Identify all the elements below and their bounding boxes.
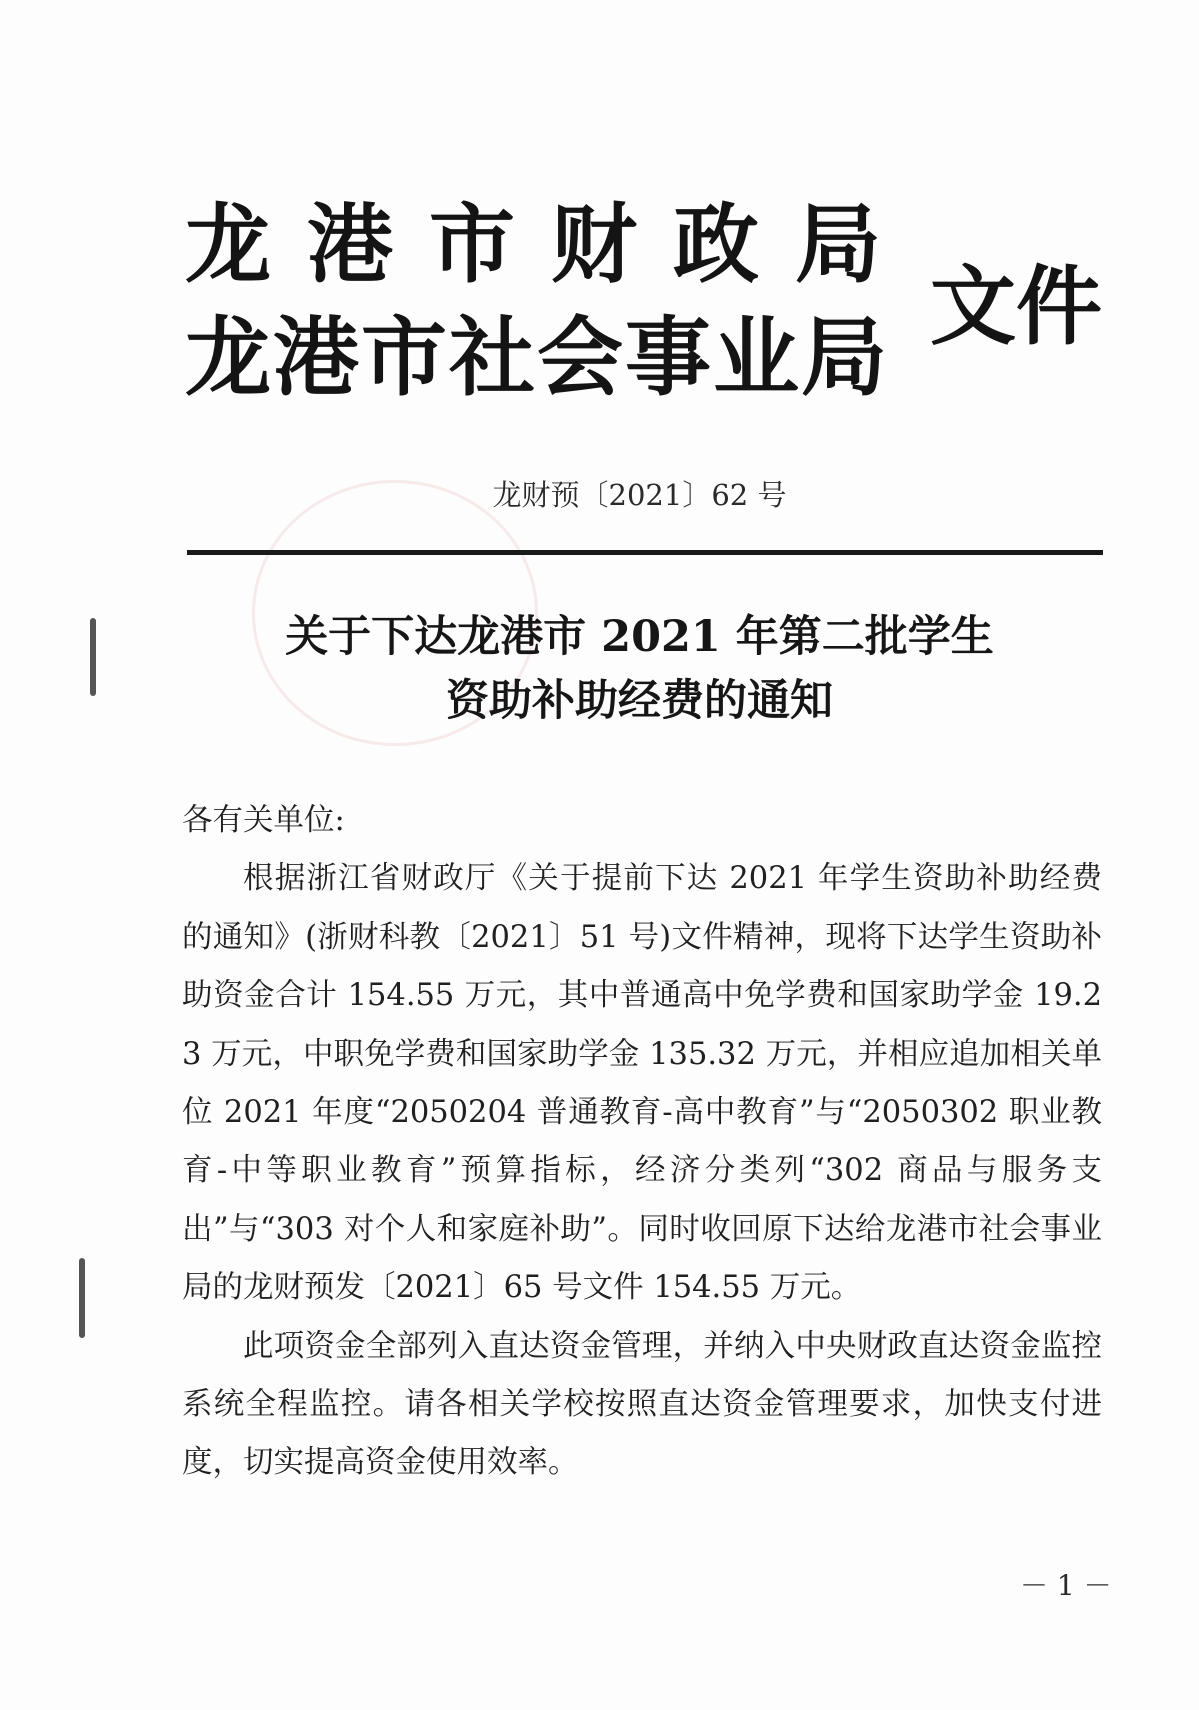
document-type-label: 文件 bbox=[930, 257, 1102, 357]
document-number: 龙财预〔2021〕62 号 bbox=[492, 478, 787, 512]
staple-mark-bottom bbox=[79, 1258, 85, 1338]
body-paragraph-2: 此项资金全部列入直达资金管理，并纳入中央财政直达资金监控系统全程监控。请各相关学校按照直达资金管理要求，加快支付进度，切实提高资金使用效率。 bbox=[182, 1328, 1102, 1481]
salutation: 各有关单位: bbox=[182, 803, 345, 838]
body-paragraph-1: 根据浙江省财政厅《关于提前下达 2021 年学生资助补助经费的通知》(浙财科教〔2021〕51 号)文件精神，现将下达学生资助补助资金合计 154.55 万元，其中普通高中免学费和国家助学金 19.23 万元，中职免学费和国家助学金 135.32 万元，并相应追加相关单位 2021 年度“2050204 普通教育-高中教育”与“2050302 职业教育-中等职业教育”预算指标，经济分类列“302 商品与服务支出”与“303 对个人和家庭补助”。同时收回原下达给龙港市社会事业局的龙财预发〔2021〕65 号文件 154.55 万元。 bbox=[182, 861, 1102, 1306]
title-line-2: 资助补助经费的通知 bbox=[446, 676, 833, 726]
document-title bbox=[0, 605, 1199, 733]
title-line-1: 关于下达龙港市 2021 年第二批学生 bbox=[285, 612, 994, 662]
issuing-org-finance-bureau: 龙港市财政局 bbox=[185, 195, 917, 295]
document-masthead bbox=[185, 195, 1105, 425]
page-number: － 1 － bbox=[1020, 1569, 1112, 1602]
issuing-org-social-affairs-bureau: 龙港市社会事业局 bbox=[185, 308, 889, 408]
document-body bbox=[182, 792, 1102, 1493]
header-divider bbox=[187, 550, 1103, 555]
